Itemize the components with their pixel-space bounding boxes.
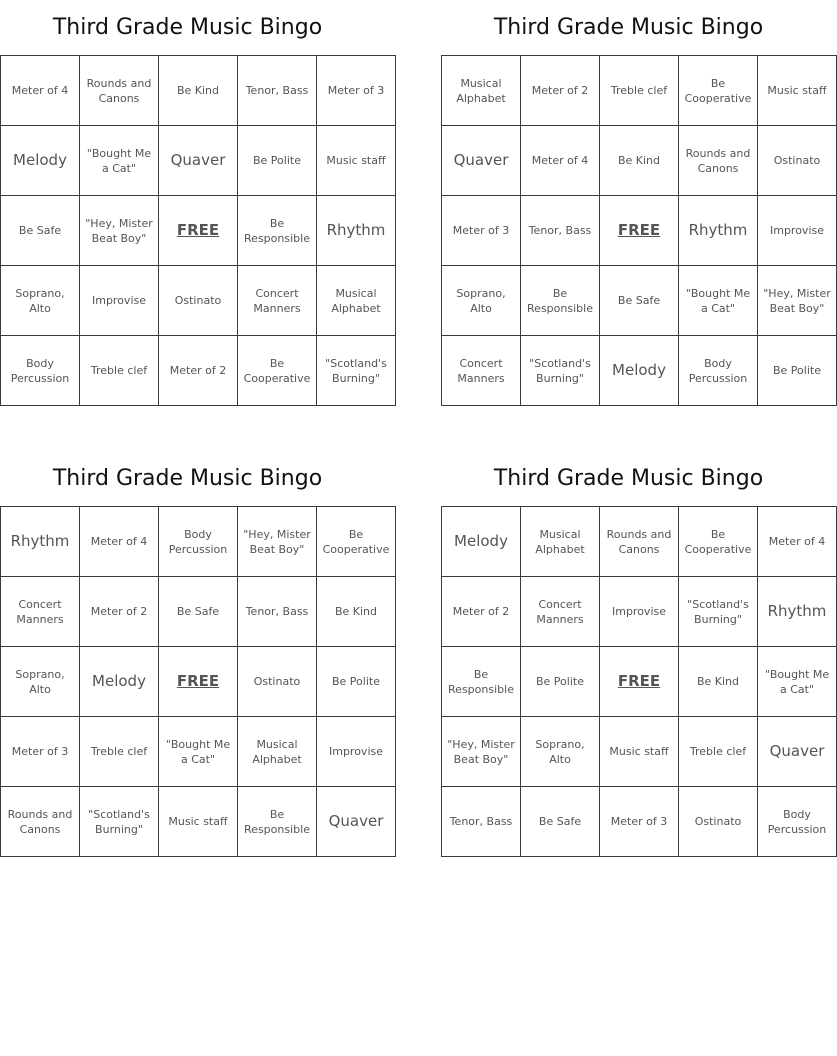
- bingo-cell: Meter of 3: [317, 56, 396, 126]
- bingo-cell: Tenor, Bass: [521, 196, 600, 266]
- bingo-row: [442, 126, 837, 196]
- bingo-cell: Be Cooperative: [679, 56, 758, 126]
- bingo-cell: Soprano, Alto: [1, 647, 80, 717]
- bingo-cell: Meter of 2: [442, 577, 521, 647]
- bingo-cell: Musical Alphabet: [238, 717, 317, 787]
- bingo-cell: Ostinato: [159, 266, 238, 336]
- bingo-cell: Tenor, Bass: [238, 56, 317, 126]
- bingo-cell: Be Responsible: [442, 647, 521, 717]
- bingo-cell: Meter of 2: [521, 56, 600, 126]
- card-title: Third Grade Music Bingo: [52, 15, 323, 40]
- bingo-cell: Be Polite: [317, 647, 396, 717]
- bingo-cell: Be Safe: [159, 577, 238, 647]
- free-space-cell: FREE: [600, 647, 679, 717]
- bingo-cell: Be Kind: [317, 577, 396, 647]
- bingo-cell: Body Percussion: [679, 336, 758, 406]
- bingo-card-1: [0, 0, 387, 406]
- bingo-card-2: [441, 0, 831, 406]
- bingo-row: [1, 577, 396, 647]
- bingo-cell: Improvise: [317, 717, 396, 787]
- bingo-cell: "Hey, Mister Beat Boy": [442, 717, 521, 787]
- bingo-cell: Music staff: [159, 787, 238, 857]
- bingo-cell: Soprano, Alto: [442, 266, 521, 336]
- bingo-cell: Body Percussion: [1, 336, 80, 406]
- bingo-grid: [441, 506, 837, 857]
- bingo-card-3: [0, 451, 390, 857]
- bingo-row: [442, 336, 837, 406]
- bingo-row: [1, 56, 396, 126]
- bingo-row: [1, 787, 396, 857]
- bingo-cell: Rhythm: [679, 196, 758, 266]
- bingo-cell: Rhythm: [1, 507, 80, 577]
- bingo-row: [442, 717, 837, 787]
- bingo-cell: "Hey, Mister Beat Boy": [758, 266, 837, 336]
- bingo-cell: Rounds and Canons: [80, 56, 159, 126]
- bingo-cell: Concert Manners: [521, 577, 600, 647]
- bingo-cell: Be Safe: [1, 196, 80, 266]
- bingo-grid: [0, 506, 396, 857]
- bingo-cell: Meter of 3: [442, 196, 521, 266]
- bingo-cell: Musical Alphabet: [317, 266, 396, 336]
- bingo-cell: Meter of 4: [758, 507, 837, 577]
- free-space-cell: FREE: [600, 196, 679, 266]
- bingo-row: [1, 647, 396, 717]
- bingo-cell: "Scotland's Burning": [317, 336, 396, 406]
- bingo-cell: Be Polite: [521, 647, 600, 717]
- bingo-cell: Be Kind: [159, 56, 238, 126]
- bingo-cell: Ostinato: [238, 647, 317, 717]
- bingo-cell: Melody: [1, 126, 80, 196]
- bingo-cell: Quaver: [317, 787, 396, 857]
- card-title: Third Grade Music Bingo: [493, 466, 764, 491]
- bingo-cell: Treble clef: [600, 56, 679, 126]
- bingo-cell: Music staff: [758, 56, 837, 126]
- bingo-grid: [0, 55, 396, 406]
- bingo-cell: Improvise: [600, 577, 679, 647]
- bingo-cell: Concert Manners: [442, 336, 521, 406]
- bingo-row: [442, 56, 837, 126]
- bingo-cell: Musical Alphabet: [521, 507, 600, 577]
- card-title: Third Grade Music Bingo: [52, 466, 323, 491]
- bingo-cell: Be Safe: [600, 266, 679, 336]
- bingo-cell: "Hey, Mister Beat Boy": [238, 507, 317, 577]
- bingo-cell: "Bought Me a Cat": [758, 647, 837, 717]
- bingo-cell: Quaver: [442, 126, 521, 196]
- bingo-cell: Music staff: [317, 126, 396, 196]
- bingo-cell: Meter of 2: [80, 577, 159, 647]
- bingo-row: [442, 787, 837, 857]
- bingo-row: [1, 266, 396, 336]
- bingo-cell: Melody: [600, 336, 679, 406]
- bingo-cell: Quaver: [159, 126, 238, 196]
- bingo-cell: "Hey, Mister Beat Boy": [80, 196, 159, 266]
- bingo-cell: Be Cooperative: [317, 507, 396, 577]
- bingo-cell: Meter of 2: [159, 336, 238, 406]
- bingo-cell: "Bought Me a Cat": [159, 717, 238, 787]
- bingo-cell: Music staff: [600, 717, 679, 787]
- bingo-cell: Quaver: [758, 717, 837, 787]
- bingo-row: [442, 577, 837, 647]
- bingo-cell: Concert Manners: [1, 577, 80, 647]
- bingo-row: [1, 126, 396, 196]
- bingo-cell: "Bought Me a Cat": [80, 126, 159, 196]
- bingo-cell: Treble clef: [80, 336, 159, 406]
- bingo-cell: Be Cooperative: [238, 336, 317, 406]
- bingo-cell: Concert Manners: [238, 266, 317, 336]
- bingo-row: [1, 717, 396, 787]
- bingo-cell: Meter of 4: [1, 56, 80, 126]
- bingo-cell: Be Polite: [758, 336, 837, 406]
- bingo-grid: [441, 55, 837, 406]
- bingo-row: [1, 196, 396, 266]
- bingo-row: [442, 266, 837, 336]
- bingo-row: [442, 647, 837, 717]
- bingo-cell: "Scotland's Burning": [80, 787, 159, 857]
- bingo-cell: Be Safe: [521, 787, 600, 857]
- bingo-cell: Rhythm: [317, 196, 396, 266]
- bingo-cell: Be Responsible: [238, 196, 317, 266]
- bingo-cell: "Bought Me a Cat": [679, 266, 758, 336]
- bingo-cell: Be Polite: [238, 126, 317, 196]
- bingo-cell: Be Cooperative: [679, 507, 758, 577]
- bingo-cell: Tenor, Bass: [442, 787, 521, 857]
- bingo-row: [442, 507, 837, 577]
- bingo-cell: "Scotland's Burning": [521, 336, 600, 406]
- bingo-cell: Improvise: [758, 196, 837, 266]
- bingo-cell: Be Responsible: [238, 787, 317, 857]
- bingo-cell: Rounds and Canons: [600, 507, 679, 577]
- bingo-cell: Meter of 3: [1, 717, 80, 787]
- free-space-cell: FREE: [159, 196, 238, 266]
- bingo-cell: Improvise: [80, 266, 159, 336]
- bingo-cell: Soprano, Alto: [521, 717, 600, 787]
- bingo-cell: Ostinato: [679, 787, 758, 857]
- bingo-cell: Rhythm: [758, 577, 837, 647]
- bingo-cell: Rounds and Canons: [1, 787, 80, 857]
- bingo-row: [442, 196, 837, 266]
- bingo-cell: Body Percussion: [159, 507, 238, 577]
- free-space-cell: FREE: [159, 647, 238, 717]
- bingo-cell: Melody: [442, 507, 521, 577]
- bingo-cell: Soprano, Alto: [1, 266, 80, 336]
- bingo-cell: Treble clef: [80, 717, 159, 787]
- bingo-cell: Ostinato: [758, 126, 837, 196]
- bingo-cell: Meter of 4: [521, 126, 600, 196]
- bingo-row: [1, 507, 396, 577]
- bingo-cell: Be Kind: [679, 647, 758, 717]
- card-title: Third Grade Music Bingo: [493, 15, 764, 40]
- bingo-cell: Meter of 3: [600, 787, 679, 857]
- bingo-row: [1, 336, 396, 406]
- bingo-cell: Meter of 4: [80, 507, 159, 577]
- bingo-cell: Musical Alphabet: [442, 56, 521, 126]
- bingo-card-4: [441, 451, 830, 857]
- bingo-cell: Rounds and Canons: [679, 126, 758, 196]
- bingo-cell: Treble clef: [679, 717, 758, 787]
- bingo-cell: Body Percussion: [758, 787, 837, 857]
- bingo-cell: Be Kind: [600, 126, 679, 196]
- bingo-cell: Melody: [80, 647, 159, 717]
- bingo-cell: Tenor, Bass: [238, 577, 317, 647]
- bingo-cell: Be Responsible: [521, 266, 600, 336]
- bingo-cell: "Scotland's Burning": [679, 577, 758, 647]
